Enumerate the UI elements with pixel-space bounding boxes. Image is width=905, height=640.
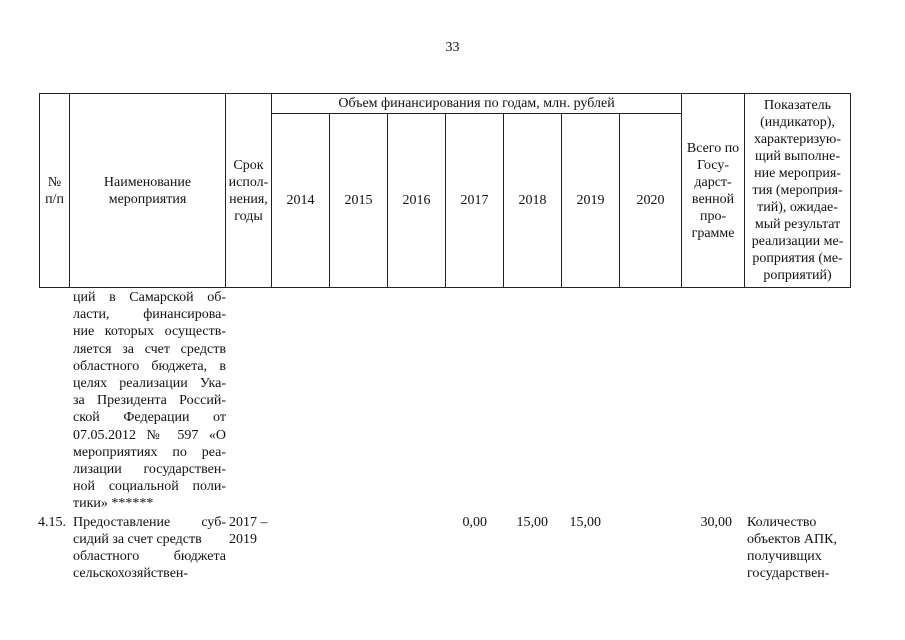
header-year: 2020 (620, 114, 682, 288)
value-total: 30,00 (700, 515, 732, 530)
term-end: 2019 (229, 532, 257, 547)
text-line: сидий за счет средств (73, 532, 202, 547)
text-line: ской Федерации от (73, 410, 226, 426)
header-term: Срок испол-нения, годы (226, 94, 272, 288)
header-year: 2017 (446, 114, 504, 288)
value-2017: 0,00 (462, 515, 487, 530)
text-line: Предоставление суб- (73, 515, 226, 530)
value-2018: 15,00 (516, 515, 548, 530)
text-line: объектов АПК, (747, 532, 837, 547)
header-total: Всего по Госу-дарст-венной про-грамме (682, 94, 745, 288)
continued-activity-name (73, 289, 226, 513)
header-year: 2014 (272, 114, 330, 288)
text-line: тики» ****** (73, 496, 154, 512)
header-name: Наименование мероприятия (70, 94, 226, 288)
text-line: сельскохозяйствен- (73, 566, 189, 581)
row-number: 4.15. (38, 515, 66, 530)
text-line: за Президента Россий- (73, 393, 226, 409)
header-num: № п/п (40, 94, 70, 288)
text-line: ласти, финансирова- (73, 307, 226, 323)
text-line: областного бюджета (73, 549, 226, 564)
execution-term (229, 514, 275, 548)
header-year: 2018 (504, 114, 562, 288)
text-line: Количество (747, 515, 817, 530)
indicator (747, 514, 853, 582)
header-year: 2015 (330, 114, 388, 288)
term-start: 2017 – (229, 515, 268, 530)
text-line: 07.05.2012 № 597 «О (73, 427, 226, 443)
header-funding: Объем финансирования по годам, млн. рублей (272, 94, 682, 114)
header-year: 2016 (388, 114, 446, 288)
header-year: 2019 (562, 114, 620, 288)
text-line: областного бюджета, в (73, 358, 226, 374)
activity-name (73, 514, 226, 582)
text-line: лизации государствен- (73, 462, 226, 478)
funding-table-header (39, 93, 851, 288)
text-line: государствен- (747, 566, 830, 581)
header-indicator: Показатель (индикатор), характеризую-щий выполне-ние мероприя-тия (мероприя-тий), ожидае-мый результат реализации ме-роприятия (ме-роприятий) (745, 94, 851, 288)
text-line: целях реализации Ука- (73, 376, 226, 392)
text-line: ние которых осуществ- (73, 324, 226, 340)
text-line: ной социальной поли- (73, 479, 226, 495)
text-line: мероприятиях по реа- (73, 444, 226, 460)
value-2019: 15,00 (569, 515, 601, 530)
text-line: получивщих (747, 549, 822, 564)
text-line: ций в Самарской об- (73, 290, 226, 305)
page-number: 33 (445, 40, 460, 55)
text-line: ляется за счет средств (73, 341, 226, 357)
